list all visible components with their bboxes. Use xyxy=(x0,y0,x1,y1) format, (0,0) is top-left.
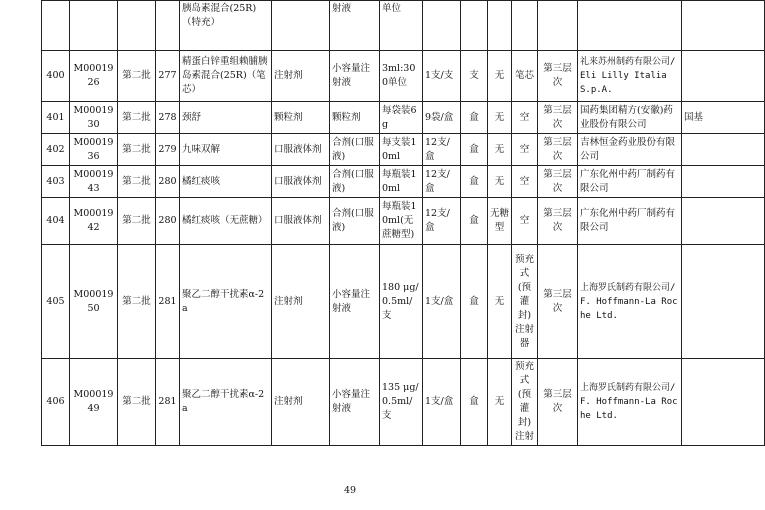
cell-name: 橘红痰咳（无蔗糖） xyxy=(180,198,272,245)
cell-name: 聚乙二醇干扰素α-2a xyxy=(180,245,272,359)
cell-company: 上海罗氏制药有限公司/F. Hoffmann-La Roche Ltd. xyxy=(578,245,682,359)
cell-batch: 第二批 xyxy=(118,134,156,166)
cell-spec: 每瓶装10ml(无蔗糖型) xyxy=(380,198,423,245)
cell-form: 小容量注射液 xyxy=(330,359,380,446)
cell-form: 合剂(口服液) xyxy=(330,166,380,198)
cell-level: 第三层次 xyxy=(538,198,578,245)
cell-seq: 404 xyxy=(42,198,70,245)
cell-desc: 无 xyxy=(488,102,512,134)
cell-desc: 无 xyxy=(488,245,512,359)
cell-company: 吉林恒金药业股份有限公司 xyxy=(578,134,682,166)
cell-seq: 402 xyxy=(42,134,70,166)
cell-level: 第三层次 xyxy=(538,166,578,198)
cell-desc: 无 xyxy=(488,359,512,446)
table-row xyxy=(42,245,765,359)
cell-level: 第三层次 xyxy=(538,359,578,446)
cell-pack: 空 xyxy=(512,198,538,245)
cell-spec: 单位 xyxy=(380,1,423,51)
cell-batch: 第二批 xyxy=(118,245,156,359)
cell-group: 281 xyxy=(156,245,180,359)
cell-group: 278 xyxy=(156,102,180,134)
table-row xyxy=(42,198,765,245)
cell-pack: 笔芯 xyxy=(512,51,538,102)
cell-code: M0001926 xyxy=(70,51,118,102)
cell-unit: 盒 xyxy=(461,166,488,198)
cell-seq: 400 xyxy=(42,51,70,102)
cell-name: 九味双解 xyxy=(180,134,272,166)
cell-level: 第三层次 xyxy=(538,134,578,166)
cell-level: 第三层次 xyxy=(538,51,578,102)
cell-code: M0001943 xyxy=(70,166,118,198)
cell-batch: 第二批 xyxy=(118,166,156,198)
cell-category: 注射剂 xyxy=(272,51,330,102)
cell-seq: 401 xyxy=(42,102,70,134)
cell-company: 广东化州中药厂制药有限公司 xyxy=(578,166,682,198)
cell-name: 胰岛素混合(25R)（特充） xyxy=(180,1,272,51)
cell-code: M0001942 xyxy=(70,198,118,245)
cell-company: 上海罗氏制药有限公司/F. Hoffmann-La Roche Ltd. xyxy=(578,359,682,446)
cell-spec: 每瓶装10ml xyxy=(380,166,423,198)
cell-qty: 12支/盒 xyxy=(423,166,461,198)
cell-group: 281 xyxy=(156,359,180,446)
cell-category: 注射剂 xyxy=(272,359,330,446)
cell-group: 280 xyxy=(156,198,180,245)
cell-group: 279 xyxy=(156,134,180,166)
table-row xyxy=(42,166,765,198)
cell-unit: 盒 xyxy=(461,198,488,245)
cell-batch: 第二批 xyxy=(118,102,156,134)
table-row xyxy=(42,51,765,102)
cell-category: 口服液体剂 xyxy=(272,198,330,245)
cell-code: M0001930 xyxy=(70,102,118,134)
cell-name: 颈舒 xyxy=(180,102,272,134)
cell-note xyxy=(682,359,765,446)
cell-seq: 406 xyxy=(42,359,70,446)
page-number: 49 xyxy=(343,485,357,496)
cell-spec: 每袋装6g xyxy=(380,102,423,134)
cell-form: 小容量注射液 xyxy=(330,51,380,102)
cell-qty: 12支/盒 xyxy=(423,134,461,166)
cell-qty: 9袋/盒 xyxy=(423,102,461,134)
cell-batch: 第二批 xyxy=(118,359,156,446)
cell-qty: 12支/盒 xyxy=(423,198,461,245)
cell-unit: 盒 xyxy=(461,359,488,446)
cell-code: M0001950 xyxy=(70,245,118,359)
cell-note: 国基 xyxy=(682,102,765,134)
cell-form: 颗粒剂 xyxy=(330,102,380,134)
cell-group: 277 xyxy=(156,51,180,102)
cell-name: 精蛋白锌重组赖脯胰岛素混合(25R)（笔芯） xyxy=(180,51,272,102)
cell-form: 合剂(口服液) xyxy=(330,134,380,166)
cell-form: 合剂(口服液) xyxy=(330,198,380,245)
cell-pack: 空 xyxy=(512,134,538,166)
cell-form: 射液 xyxy=(330,1,380,51)
cell-batch: 第二批 xyxy=(118,51,156,102)
table-row xyxy=(42,359,765,446)
cell-pack: 空 xyxy=(512,102,538,134)
cell-unit: 支 xyxy=(461,51,488,102)
cell-spec: 180 μg/0.5ml/支 xyxy=(380,245,423,359)
cell-spec: 135 μg/0.5ml/支 xyxy=(380,359,423,446)
cell-category: 口服液体剂 xyxy=(272,166,330,198)
cell-form: 小容量注射液 xyxy=(330,245,380,359)
cell-name: 聚乙二醇干扰素α-2a xyxy=(180,359,272,446)
table-row xyxy=(42,1,765,51)
cell-group: 280 xyxy=(156,166,180,198)
drug-table xyxy=(41,0,765,446)
cell-seq: 403 xyxy=(42,166,70,198)
cell-level: 第三层次 xyxy=(538,245,578,359)
cell-category: 颗粒剂 xyxy=(272,102,330,134)
cell-category: 口服液体剂 xyxy=(272,134,330,166)
table-row xyxy=(42,134,765,166)
cell-code: M0001936 xyxy=(70,134,118,166)
cell-batch: 第二批 xyxy=(118,198,156,245)
cell-company: 广东化州中药厂制药有限公司 xyxy=(578,198,682,245)
cell-note xyxy=(682,134,765,166)
cell-company: 礼来苏州制药有限公司/Eli Lilly Italia S.p.A. xyxy=(578,51,682,102)
cell-unit: 盒 xyxy=(461,134,488,166)
cell-name: 橘红痰咳 xyxy=(180,166,272,198)
cell-category: 注射剂 xyxy=(272,245,330,359)
cell-pack: 空 xyxy=(512,166,538,198)
cell-desc: 无 xyxy=(488,134,512,166)
cell-note xyxy=(682,245,765,359)
cell-unit: 盒 xyxy=(461,245,488,359)
table-row xyxy=(42,102,765,134)
cell-desc: 无 xyxy=(488,166,512,198)
cell-qty: 1支/支 xyxy=(423,51,461,102)
cell-pack: 预充式(预灌封)注射 xyxy=(512,359,538,446)
cell-qty: 1支/盒 xyxy=(423,245,461,359)
cell-desc: 无糖型 xyxy=(488,198,512,245)
cell-spec: 3ml:300单位 xyxy=(380,51,423,102)
cell-spec: 每支装10ml xyxy=(380,134,423,166)
cell-seq: 405 xyxy=(42,245,70,359)
cell-note xyxy=(682,198,765,245)
cell-unit: 盒 xyxy=(461,102,488,134)
cell-note xyxy=(682,166,765,198)
cell-level: 第三层次 xyxy=(538,102,578,134)
cell-code: M0001949 xyxy=(70,359,118,446)
cell-note xyxy=(682,51,765,102)
cell-qty: 1支/盒 xyxy=(423,359,461,446)
cell-company: 国药集团精方(安徽)药业股份有限公司 xyxy=(578,102,682,134)
cell-desc: 无 xyxy=(488,51,512,102)
cell-pack: 预充式(预灌封)注射器 xyxy=(512,245,538,359)
